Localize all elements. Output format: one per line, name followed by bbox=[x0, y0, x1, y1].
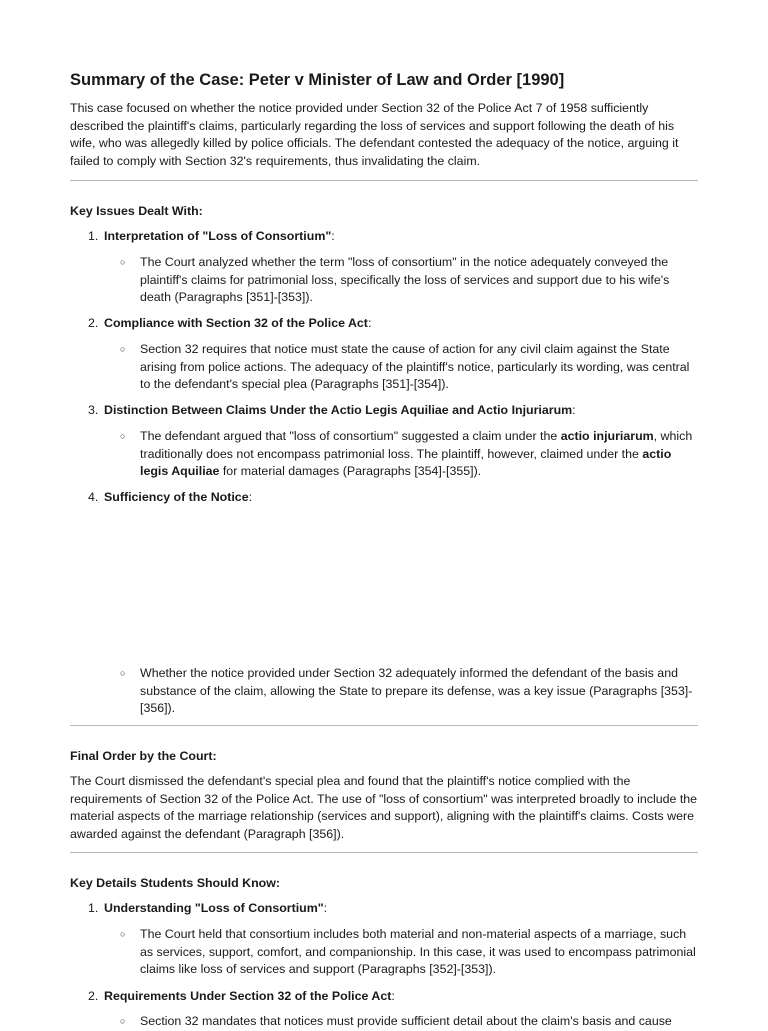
bullet-text: Section 32 requires that notice must state the cause of action for any civil claim against the State arising from police actions. The adequacy of the plaintiff's notice, particularly its wording, was central to the defendant's special plea (Paragraphs [351]-[354]). bbox=[140, 342, 690, 391]
item-number: 2. bbox=[88, 316, 99, 330]
item-title: Compliance with Section 32 of the Police Act bbox=[104, 316, 368, 330]
page-title: Summary of the Case: Peter v Minister of Law and Order [1990] bbox=[70, 71, 565, 89]
bullet-text: The defendant argued that "loss of consortium" suggested a claim under the actio injuriarum, which traditionally does not encompass patrimonial loss. The plaintiff, however, claimed under the actio legis Aquiliae for material damages (Paragraphs [354]-[355]). bbox=[140, 429, 693, 478]
key-issue-item-1: 1. Interpretation of "Loss of Consortium": bbox=[88, 229, 335, 243]
bullet-text: Whether the notice provided under Section 32 adequately informed the defendant of the basis and substance of the claim, allowing the State to prepare its defense, was a key issue (Paragraphs [353]-[356]). bbox=[140, 666, 693, 715]
key-issue-item-4: 4. Sufficiency of the Notice: bbox=[88, 490, 253, 504]
key-issue-item-3: 3. Distinction Between Claims Under the Actio Legis Aquiliae and Actio Injuriarum: bbox=[88, 403, 576, 417]
item-title: Distinction Between Claims Under the Actio Legis Aquiliae and Actio Injuriarum bbox=[104, 403, 573, 417]
hollow-circle-bullet-icon: ○ bbox=[120, 431, 126, 441]
key-detail-item-1: 1. Understanding "Loss of Consortium": bbox=[88, 901, 328, 915]
item-title: Sufficiency of the Notice bbox=[104, 490, 249, 504]
item-title: Understanding "Loss of Consortium" bbox=[104, 901, 324, 915]
hollow-circle-bullet-icon: ○ bbox=[120, 668, 126, 678]
final-order-paragraph: The Court dismissed the defendant's special plea and found that the plaintiff's notice complied with the requirements of Section 32 of the Police Act. The use of "loss of consortium" was interpreted broadly to include the material aspects of the marriage relationship (services and support), aligning with the plaintiff's claims. Costs were awarded against the defendant (Paragraph [356]). bbox=[70, 774, 698, 841]
key-issues-heading: Key Issues Dealt With: bbox=[70, 204, 203, 218]
bullet-text: Section 32 mandates that notices must provide sufficient detail about the claim's basis and cause bbox=[140, 1014, 672, 1028]
item-number: 1. bbox=[88, 901, 99, 915]
item-title: Interpretation of "Loss of Consortium" bbox=[104, 229, 332, 243]
key-detail-item-2: 2. Requirements Under Section 32 of the Police Act: bbox=[88, 989, 395, 1003]
divider bbox=[70, 852, 698, 853]
bullet-text: The Court held that consortium includes both material and non-material aspects of a marriage, such as services, support, comfort, and companionship. In this case, it was used to encompass patrimonial claims like loss of services and support (Paragraphs [352]-[353]). bbox=[140, 927, 696, 976]
key-issue-item-2: 2. Compliance with Section 32 of the Police Act: bbox=[88, 316, 372, 330]
item-number: 2. bbox=[88, 989, 99, 1003]
item-number: 3. bbox=[88, 403, 99, 417]
hollow-circle-bullet-icon: ○ bbox=[120, 344, 126, 354]
bullet-text: The Court analyzed whether the term "loss of consortium" in the notice adequately conveyed the plaintiff's claims for patrimonial loss, specifically the loss of services and support due to his wife's death (Paragraphs [351]-[353]). bbox=[140, 255, 670, 304]
hollow-circle-bullet-icon: ○ bbox=[120, 1016, 126, 1026]
hollow-circle-bullet-icon: ○ bbox=[120, 257, 126, 267]
item-title: Requirements Under Section 32 of the Police Act bbox=[104, 989, 392, 1003]
intro-paragraph: This case focused on whether the notice provided under Section 32 of the Police Act 7 of 1958 sufficiently described the plaintiff's claims, particularly regarding the loss of services and support following the death of his wife, who was allegedly killed by police officials. The defendant contested the adequacy of the notice, arguing it failed to comply with Section 32's requirements, thus invalidating the claim. bbox=[70, 101, 679, 168]
hollow-circle-bullet-icon: ○ bbox=[120, 929, 126, 939]
divider bbox=[70, 180, 698, 181]
divider bbox=[70, 725, 698, 726]
key-details-heading: Key Details Students Should Know: bbox=[70, 876, 280, 890]
item-number: 1. bbox=[88, 229, 99, 243]
item-number: 4. bbox=[88, 490, 99, 504]
final-order-heading: Final Order by the Court: bbox=[70, 749, 217, 763]
